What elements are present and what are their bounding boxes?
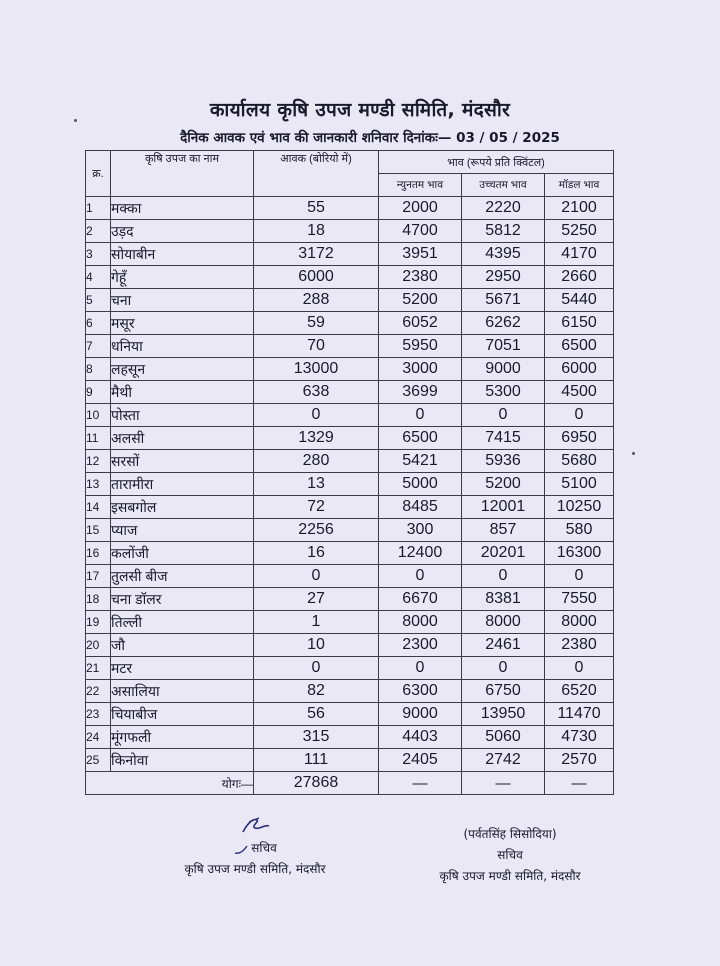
table-row xyxy=(86,588,614,611)
handwritten-signature xyxy=(235,812,275,838)
row-max-price: 5300 xyxy=(462,381,545,404)
row-sn: 7 xyxy=(86,335,111,358)
row-modal-price: 580 xyxy=(545,519,614,542)
row-max-price: 0 xyxy=(462,657,545,680)
row-arrival: 0 xyxy=(254,565,379,588)
row-sn: 12 xyxy=(86,450,111,473)
row-max-price: 857 xyxy=(462,519,545,542)
row-crop-name: चना xyxy=(111,289,254,312)
row-crop-name: सोयाबीन xyxy=(111,243,254,266)
row-max-price: 7415 xyxy=(462,427,545,450)
header-max-price: उच्चतम भाव xyxy=(462,174,545,197)
row-crop-name: मक्का xyxy=(111,197,254,220)
row-crop-name: जौ xyxy=(111,634,254,657)
row-crop-name: किनोवा xyxy=(111,749,254,772)
row-arrival: 13000 xyxy=(254,358,379,381)
row-modal-price: 0 xyxy=(545,404,614,427)
row-crop-name: उड़द xyxy=(111,220,254,243)
row-min-price: 6052 xyxy=(379,312,462,335)
row-arrival: 288 xyxy=(254,289,379,312)
row-arrival: 315 xyxy=(254,726,379,749)
row-sn: 18 xyxy=(86,588,111,611)
row-min-price: 0 xyxy=(379,404,462,427)
header-price-group: भाव (रूपये प्रति क्विंटल) xyxy=(379,151,614,174)
row-sn: 3 xyxy=(86,243,111,266)
row-arrival: 59 xyxy=(254,312,379,335)
row-arrival: 16 xyxy=(254,542,379,565)
row-sn: 17 xyxy=(86,565,111,588)
header-min-price: न्युनतम भाव xyxy=(379,174,462,197)
header-sn: क्र. xyxy=(86,151,111,197)
row-modal-price: 6950 xyxy=(545,427,614,450)
row-arrival: 3172 xyxy=(254,243,379,266)
initial-mark xyxy=(233,842,249,856)
row-modal-price: 5680 xyxy=(545,450,614,473)
table-row xyxy=(86,703,614,726)
total-max: — xyxy=(462,772,545,795)
row-sn: 11 xyxy=(86,427,111,450)
table-row xyxy=(86,312,614,335)
row-crop-name: पोस्ता xyxy=(111,404,254,427)
row-max-price: 2742 xyxy=(462,749,545,772)
row-crop-name: मूंगफली xyxy=(111,726,254,749)
table-row xyxy=(86,289,614,312)
row-sn: 20 xyxy=(86,634,111,657)
table-row xyxy=(86,450,614,473)
row-max-price: 0 xyxy=(462,565,545,588)
row-arrival: 111 xyxy=(254,749,379,772)
row-modal-price: 0 xyxy=(545,657,614,680)
row-crop-name: कलोंजी xyxy=(111,542,254,565)
row-min-price: 2405 xyxy=(379,749,462,772)
row-max-price: 20201 xyxy=(462,542,545,565)
row-modal-price: 4730 xyxy=(545,726,614,749)
row-crop-name: अलसी xyxy=(111,427,254,450)
row-crop-name: तारामीरा xyxy=(111,473,254,496)
row-max-price: 5200 xyxy=(462,473,545,496)
row-crop-name: तुलसी बीज xyxy=(111,565,254,588)
row-max-price: 6262 xyxy=(462,312,545,335)
row-sn: 2 xyxy=(86,220,111,243)
row-min-price: 5200 xyxy=(379,289,462,312)
row-max-price: 5812 xyxy=(462,220,545,243)
row-sn: 21 xyxy=(86,657,111,680)
row-arrival: 2256 xyxy=(254,519,379,542)
row-min-price: 8485 xyxy=(379,496,462,519)
left-office: कृषि उपज मण्डी समिति, मंदसौर xyxy=(184,862,326,876)
table-row xyxy=(86,565,614,588)
row-crop-name: मसूर xyxy=(111,312,254,335)
document-title: कार्यालय कृषि उपज मण्डी समिति, मंदसौर xyxy=(209,99,511,121)
total-label: योगः— xyxy=(86,772,254,795)
row-modal-price: 2100 xyxy=(545,197,614,220)
row-crop-name: तिल्ली xyxy=(111,611,254,634)
stray-dot-mark xyxy=(632,452,635,455)
row-crop-name: धनिया xyxy=(111,335,254,358)
row-min-price: 8000 xyxy=(379,611,462,634)
row-max-price: 0 xyxy=(462,404,545,427)
right-office: कृषि उपज मण्डी समिति, मंदसौर xyxy=(439,869,581,883)
row-arrival: 1329 xyxy=(254,427,379,450)
row-max-price: 5936 xyxy=(462,450,545,473)
row-max-price: 6750 xyxy=(462,680,545,703)
row-min-price: 3951 xyxy=(379,243,462,266)
table-row xyxy=(86,496,614,519)
row-crop-name: प्याज xyxy=(111,519,254,542)
row-max-price: 5671 xyxy=(462,289,545,312)
rates-table xyxy=(85,150,614,795)
row-crop-name: मटर xyxy=(111,657,254,680)
row-arrival: 18 xyxy=(254,220,379,243)
row-arrival: 0 xyxy=(254,404,379,427)
row-min-price: 0 xyxy=(379,565,462,588)
row-arrival: 6000 xyxy=(254,266,379,289)
row-modal-price: 10250 xyxy=(545,496,614,519)
row-modal-price: 4500 xyxy=(545,381,614,404)
row-max-price: 8000 xyxy=(462,611,545,634)
table-row xyxy=(86,657,614,680)
right-signature-block xyxy=(410,824,610,887)
row-sn: 4 xyxy=(86,266,111,289)
row-modal-price: 5100 xyxy=(545,473,614,496)
row-crop-name: गेहूँ xyxy=(111,266,254,289)
row-crop-name: मैथी xyxy=(111,381,254,404)
row-min-price: 9000 xyxy=(379,703,462,726)
row-modal-price: 2660 xyxy=(545,266,614,289)
table-row xyxy=(86,266,614,289)
table-row xyxy=(86,381,614,404)
row-sn: 5 xyxy=(86,289,111,312)
row-arrival: 13 xyxy=(254,473,379,496)
total-arrival: 27868 xyxy=(254,772,379,795)
row-min-price: 12400 xyxy=(379,542,462,565)
row-min-price: 5421 xyxy=(379,450,462,473)
row-min-price: 3699 xyxy=(379,381,462,404)
row-modal-price: 8000 xyxy=(545,611,614,634)
row-modal-price: 11470 xyxy=(545,703,614,726)
row-sn: 24 xyxy=(86,726,111,749)
header-modal-price: मॉडल भाव xyxy=(545,174,614,197)
row-sn: 8 xyxy=(86,358,111,381)
table-row xyxy=(86,749,614,772)
row-min-price: 300 xyxy=(379,519,462,542)
row-max-price: 2461 xyxy=(462,634,545,657)
table-row xyxy=(86,519,614,542)
table-row xyxy=(86,220,614,243)
row-sn: 16 xyxy=(86,542,111,565)
row-arrival: 10 xyxy=(254,634,379,657)
table-row xyxy=(86,473,614,496)
row-sn: 6 xyxy=(86,312,111,335)
header-arrival: आवक (बोरियो में) xyxy=(254,151,379,197)
row-sn: 15 xyxy=(86,519,111,542)
table-row xyxy=(86,726,614,749)
row-max-price: 2950 xyxy=(462,266,545,289)
row-modal-price: 5250 xyxy=(545,220,614,243)
row-max-price: 12001 xyxy=(462,496,545,519)
table-row xyxy=(86,243,614,266)
row-crop-name: सरसों xyxy=(111,450,254,473)
row-crop-name: इसबगोल xyxy=(111,496,254,519)
document-subtitle: दैनिक आवक एवं भाव की जानकारी शनिवार दिनांकः— 03 / 05 / 2025 xyxy=(180,130,560,146)
row-min-price: 2380 xyxy=(379,266,462,289)
row-sn: 10 xyxy=(86,404,111,427)
row-modal-price: 6000 xyxy=(545,358,614,381)
row-crop-name: असालिया xyxy=(111,680,254,703)
row-modal-price: 2380 xyxy=(545,634,614,657)
row-sn: 13 xyxy=(86,473,111,496)
row-arrival: 56 xyxy=(254,703,379,726)
row-max-price: 7051 xyxy=(462,335,545,358)
total-min: — xyxy=(379,772,462,795)
row-arrival: 72 xyxy=(254,496,379,519)
row-arrival: 70 xyxy=(254,335,379,358)
right-signatory-name: (पर्वतसिंह सिसोदिया) xyxy=(463,827,557,841)
row-modal-price: 0 xyxy=(545,565,614,588)
total-modal: — xyxy=(545,772,614,795)
row-min-price: 2000 xyxy=(379,197,462,220)
row-modal-price: 5440 xyxy=(545,289,614,312)
row-max-price: 9000 xyxy=(462,358,545,381)
row-modal-price: 16300 xyxy=(545,542,614,565)
row-modal-price: 4170 xyxy=(545,243,614,266)
table-row xyxy=(86,634,614,657)
row-sn: 19 xyxy=(86,611,111,634)
row-min-price: 6500 xyxy=(379,427,462,450)
row-sn: 9 xyxy=(86,381,111,404)
table-row xyxy=(86,358,614,381)
row-sn: 22 xyxy=(86,680,111,703)
row-sn: 1 xyxy=(86,197,111,220)
row-arrival: 638 xyxy=(254,381,379,404)
row-crop-name: चना डॉलर xyxy=(111,588,254,611)
table-row xyxy=(86,197,614,220)
row-modal-price: 6500 xyxy=(545,335,614,358)
row-sn: 25 xyxy=(86,749,111,772)
row-max-price: 4395 xyxy=(462,243,545,266)
table-row xyxy=(86,611,614,634)
table-row xyxy=(86,335,614,358)
row-min-price: 4403 xyxy=(379,726,462,749)
total-row xyxy=(86,772,614,795)
row-modal-price: 6150 xyxy=(545,312,614,335)
row-arrival: 280 xyxy=(254,450,379,473)
left-designation: सचिव xyxy=(251,841,277,855)
row-arrival: 0 xyxy=(254,657,379,680)
row-min-price: 0 xyxy=(379,657,462,680)
row-sn: 23 xyxy=(86,703,111,726)
row-max-price: 13950 xyxy=(462,703,545,726)
table-row xyxy=(86,404,614,427)
row-min-price: 5000 xyxy=(379,473,462,496)
row-modal-price: 7550 xyxy=(545,588,614,611)
row-arrival: 55 xyxy=(254,197,379,220)
right-designation: सचिव xyxy=(497,848,523,862)
left-signature-block xyxy=(145,812,365,880)
row-max-price: 2220 xyxy=(462,197,545,220)
row-modal-price: 6520 xyxy=(545,680,614,703)
row-min-price: 6300 xyxy=(379,680,462,703)
row-modal-price: 2570 xyxy=(545,749,614,772)
header-crop: कृषि उपज का नाम xyxy=(111,151,254,197)
row-min-price: 4700 xyxy=(379,220,462,243)
row-crop-name: चियाबीज xyxy=(111,703,254,726)
row-min-price: 2300 xyxy=(379,634,462,657)
table-row xyxy=(86,427,614,450)
row-min-price: 5950 xyxy=(379,335,462,358)
table-row xyxy=(86,680,614,703)
row-min-price: 3000 xyxy=(379,358,462,381)
row-max-price: 5060 xyxy=(462,726,545,749)
row-crop-name: लहसून xyxy=(111,358,254,381)
row-sn: 14 xyxy=(86,496,111,519)
table-header-row xyxy=(86,151,614,174)
row-arrival: 27 xyxy=(254,588,379,611)
row-arrival: 82 xyxy=(254,680,379,703)
row-min-price: 6670 xyxy=(379,588,462,611)
table-row xyxy=(86,542,614,565)
row-max-price: 8381 xyxy=(462,588,545,611)
row-arrival: 1 xyxy=(254,611,379,634)
